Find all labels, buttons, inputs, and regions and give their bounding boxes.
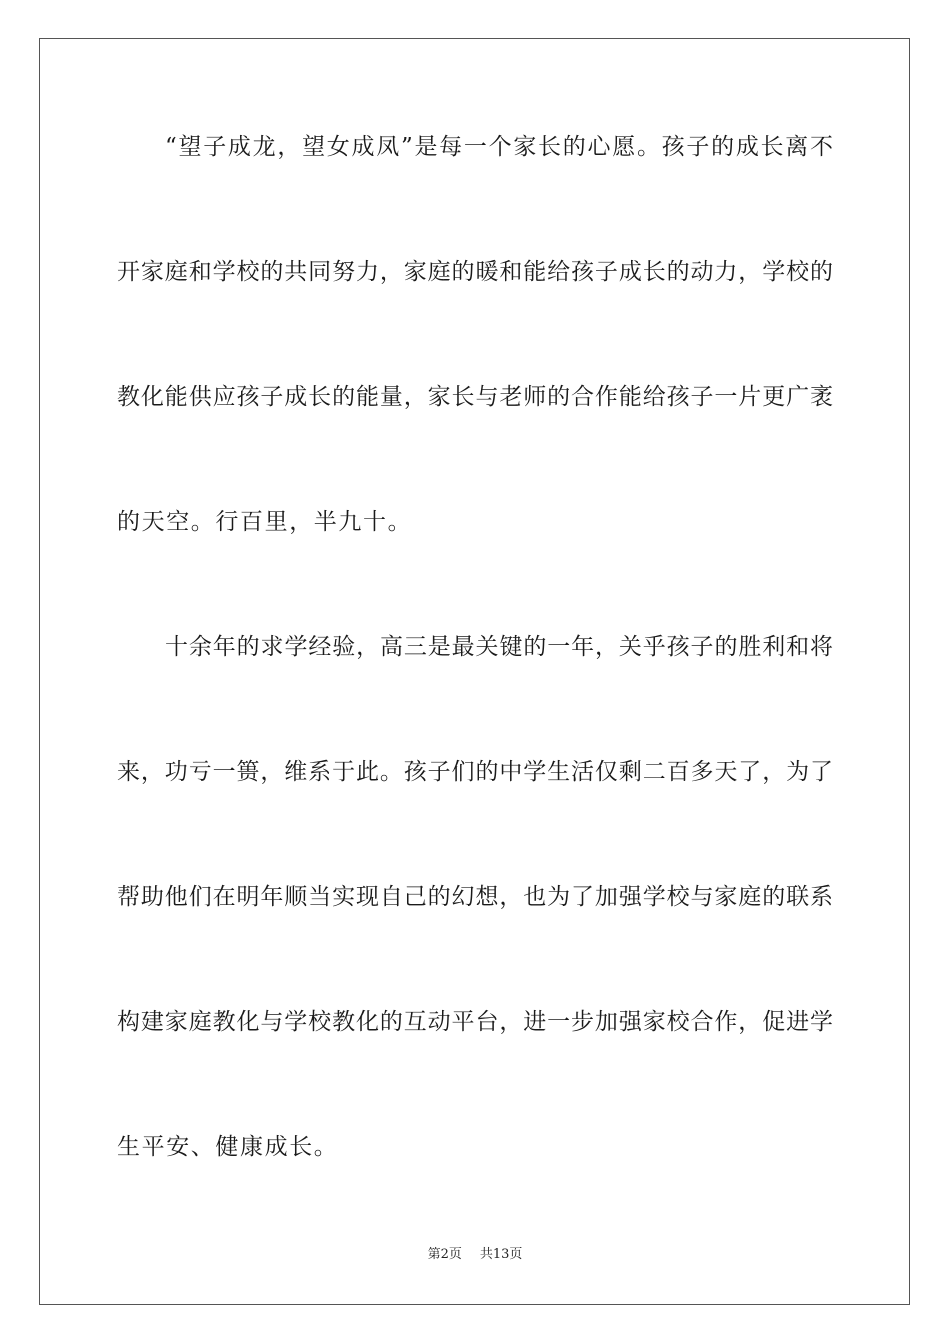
page-total: 共13页	[479, 1247, 523, 1262]
text-line: 教化能供应孩子成长的能量，家长与老师的合作能给孩子一片更广袤	[117, 384, 833, 410]
page-footer	[0, 1246, 950, 1264]
text-line: 十余年的求学经验，高三是最关键的一年，关乎孩子的胜利和将	[165, 634, 833, 660]
text-line: 来，功亏一篑，维系于此。孩子们的中学生活仅剩二百多天了，为了	[117, 759, 833, 785]
page-border	[39, 38, 910, 1305]
text-line: 的天空。行百里，半九十。	[117, 509, 413, 535]
text-line: 开家庭和学校的共同努力，家庭的暖和能给孩子成长的动力，学校的	[117, 259, 833, 285]
text-line: “望子成龙，望女成凤”是每一个家长的心愿。孩子的成长离不	[165, 134, 833, 160]
text-line: 生平安、健康成长。	[117, 1134, 339, 1160]
text-line: 帮助他们在明年顺当实现自己的幻想，也为了加强学校与家庭的联系	[117, 884, 833, 910]
text-line: 构建家庭教化与学校教化的互动平台，进一步加强家校合作，促进学	[117, 1009, 833, 1035]
page-number: 第2页	[427, 1247, 462, 1262]
